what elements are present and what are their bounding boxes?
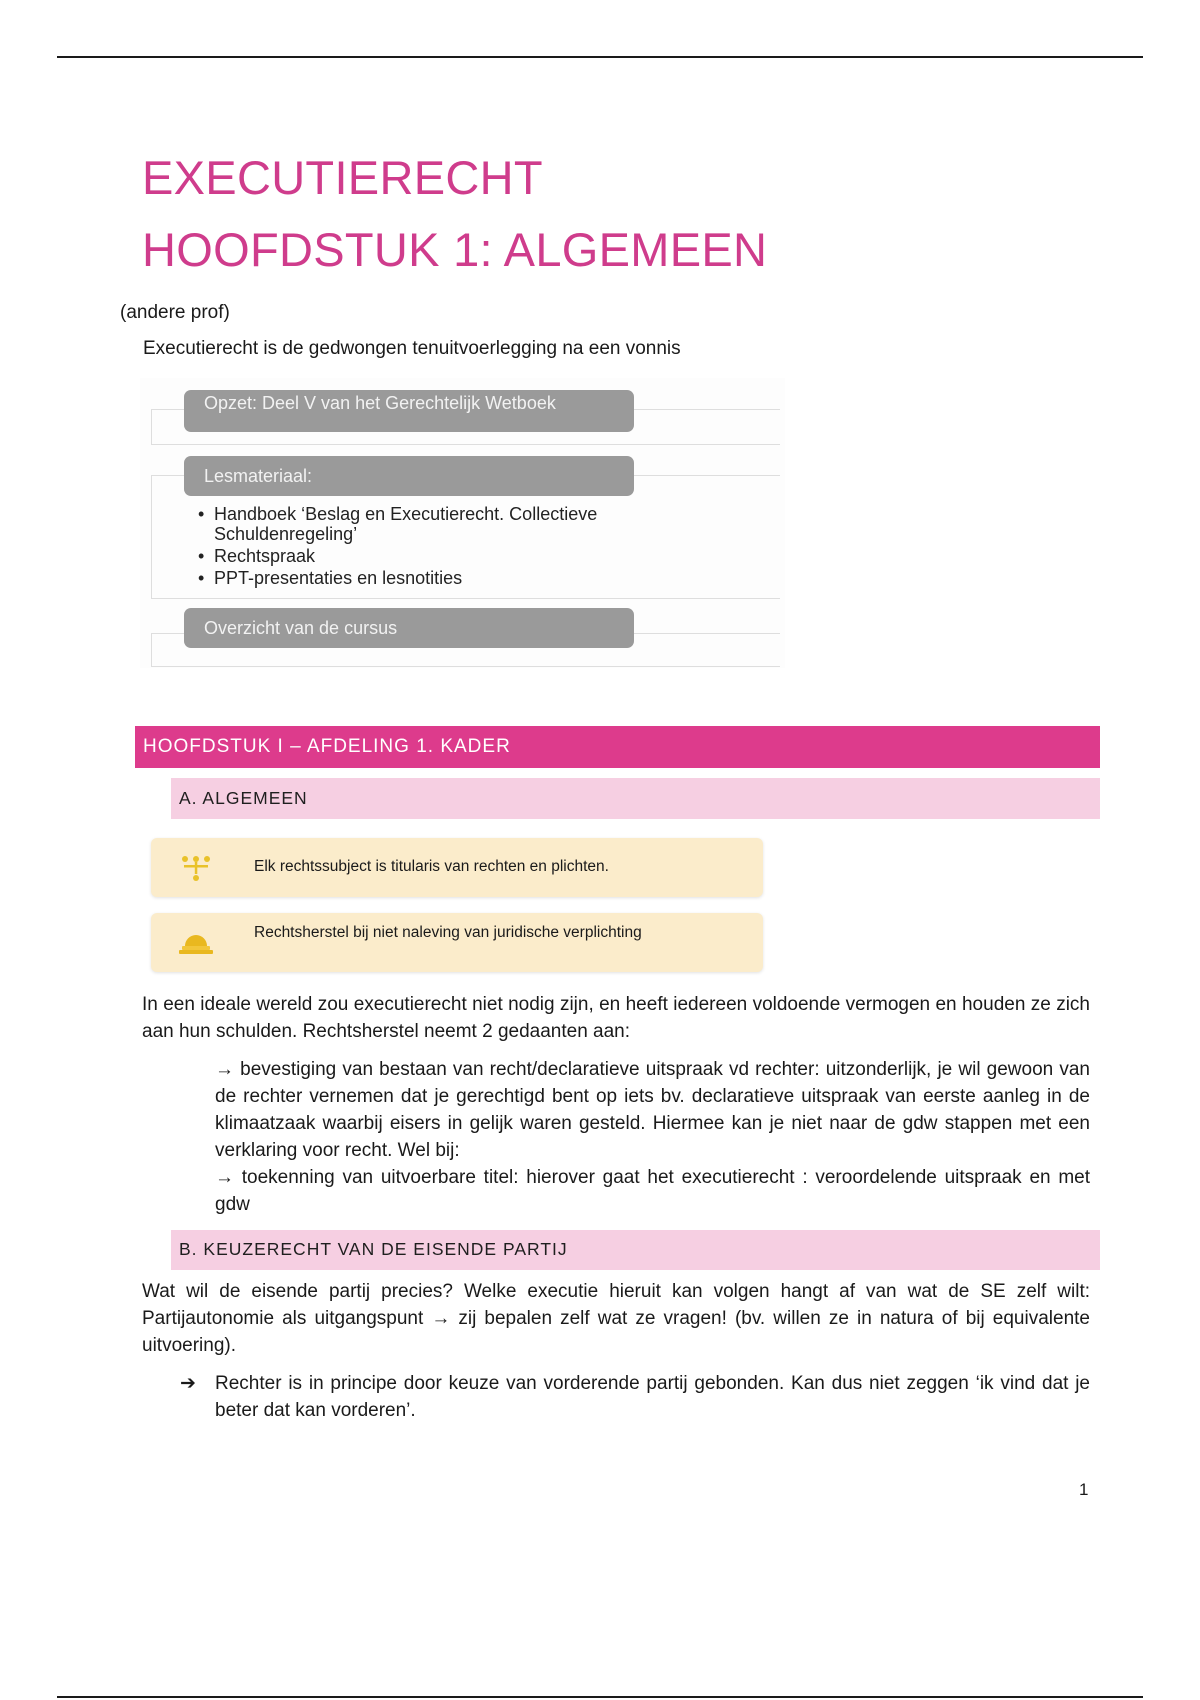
paragraph-ideale-wereld: In een ideale wereld zou executierecht niet nodig zijn, en heeft iedereen voldoende vermogen en houden ze zich aan hun schulden. Rechtsherstel neemt 2 gedaanten aan: [142,994,1090,1042]
diagram-box-overzicht: Overzicht van de cursus [184,608,634,648]
top-rule [57,56,1143,58]
page-number: 1 [1079,1480,1089,1499]
helmet-icon [179,928,213,958]
diagram-list-item: • PPT-presentaties en lesnotities [196,568,684,588]
paragraph-rechtsherstel-vormen [215,1056,1090,1218]
diagram-list-item: • Handboek ‘Beslag en Executierecht. Collectieve Schuldenregeling’ [196,504,684,544]
section-heading-a: A. ALGEMEEN [171,778,1100,819]
callout-rechtsherstel [151,913,763,972]
section-heading-b: B. KEUZERECHT VAN DE EISENDE PARTIJ [171,1230,1100,1270]
page-title: EXECUTIERECHT [142,151,543,204]
section-heading-main: HOOFDSTUK I – AFDELING 1. KADER [135,726,1100,768]
diagram-list-item: • Rechtspraak [196,546,684,566]
note-text: (andere prof) [120,302,230,323]
callout-text: Elk rechtssubject is titularis van rechten en plichten. [254,858,609,875]
callout-rechtssubject [151,838,763,897]
diagram-box-opzet: Opzet: Deel V van het Gerechtelijk Wetboek [184,390,634,432]
paragraph-uitvoerbare-titel: → toekenning van uitvoerbare titel: hierover gaat het executierecht : veroordelende uitspraak en met gdw [215,1167,1090,1215]
hierarchy-icon [179,853,213,883]
paragraph-eisende-partij: Wat wil de eisende partij precies? Welke executie hieruit kan volgen hangt af van wat de SE zelf wilt: Partijautonomie als uitgangspunt → zij bepalen zelf wat ze vragen! (bv. willen ze in natura of bij equivalente uitvoering). [142,1281,1090,1356]
diagram-box-lesmateriaal: Lesmateriaal: [184,456,634,496]
diagram-list [196,504,684,590]
intro-text: Executierecht is de gedwongen tenuitvoerlegging na een vonnis [143,338,681,359]
callout-text: Rechtsherstel bij niet naleving van juridische verplichting [254,924,642,941]
chapter-title: HOOFDSTUK 1: ALGEMEEN [142,223,768,276]
paragraph-declaratief: → bevestiging van bestaan van recht/declaratieve uitspraak vd rechter: uitzonderlijk, je wil gewoon van de rechter vernemen dat je gerechtigd bent op iets bv. declaratieve uitspraak van eerste aanleg in de klimaatzaak waarbij eisers in gelijk waren gesteld. Hiermee kan je niet naar de gdw stappen met een verklaring voor recht. Wel bij: [215,1059,1090,1161]
paragraph-rechter-gebonden: Rechter is in principe door keuze van vorderende partij gebonden. Kan dus niet zeggen ‘ik vind dat je beter dat kan vorderen’. [215,1373,1090,1421]
arrow-right-icon: ➔ [180,1373,196,1394]
bottom-rule [57,1696,1143,1698]
course-diagram [140,378,785,668]
